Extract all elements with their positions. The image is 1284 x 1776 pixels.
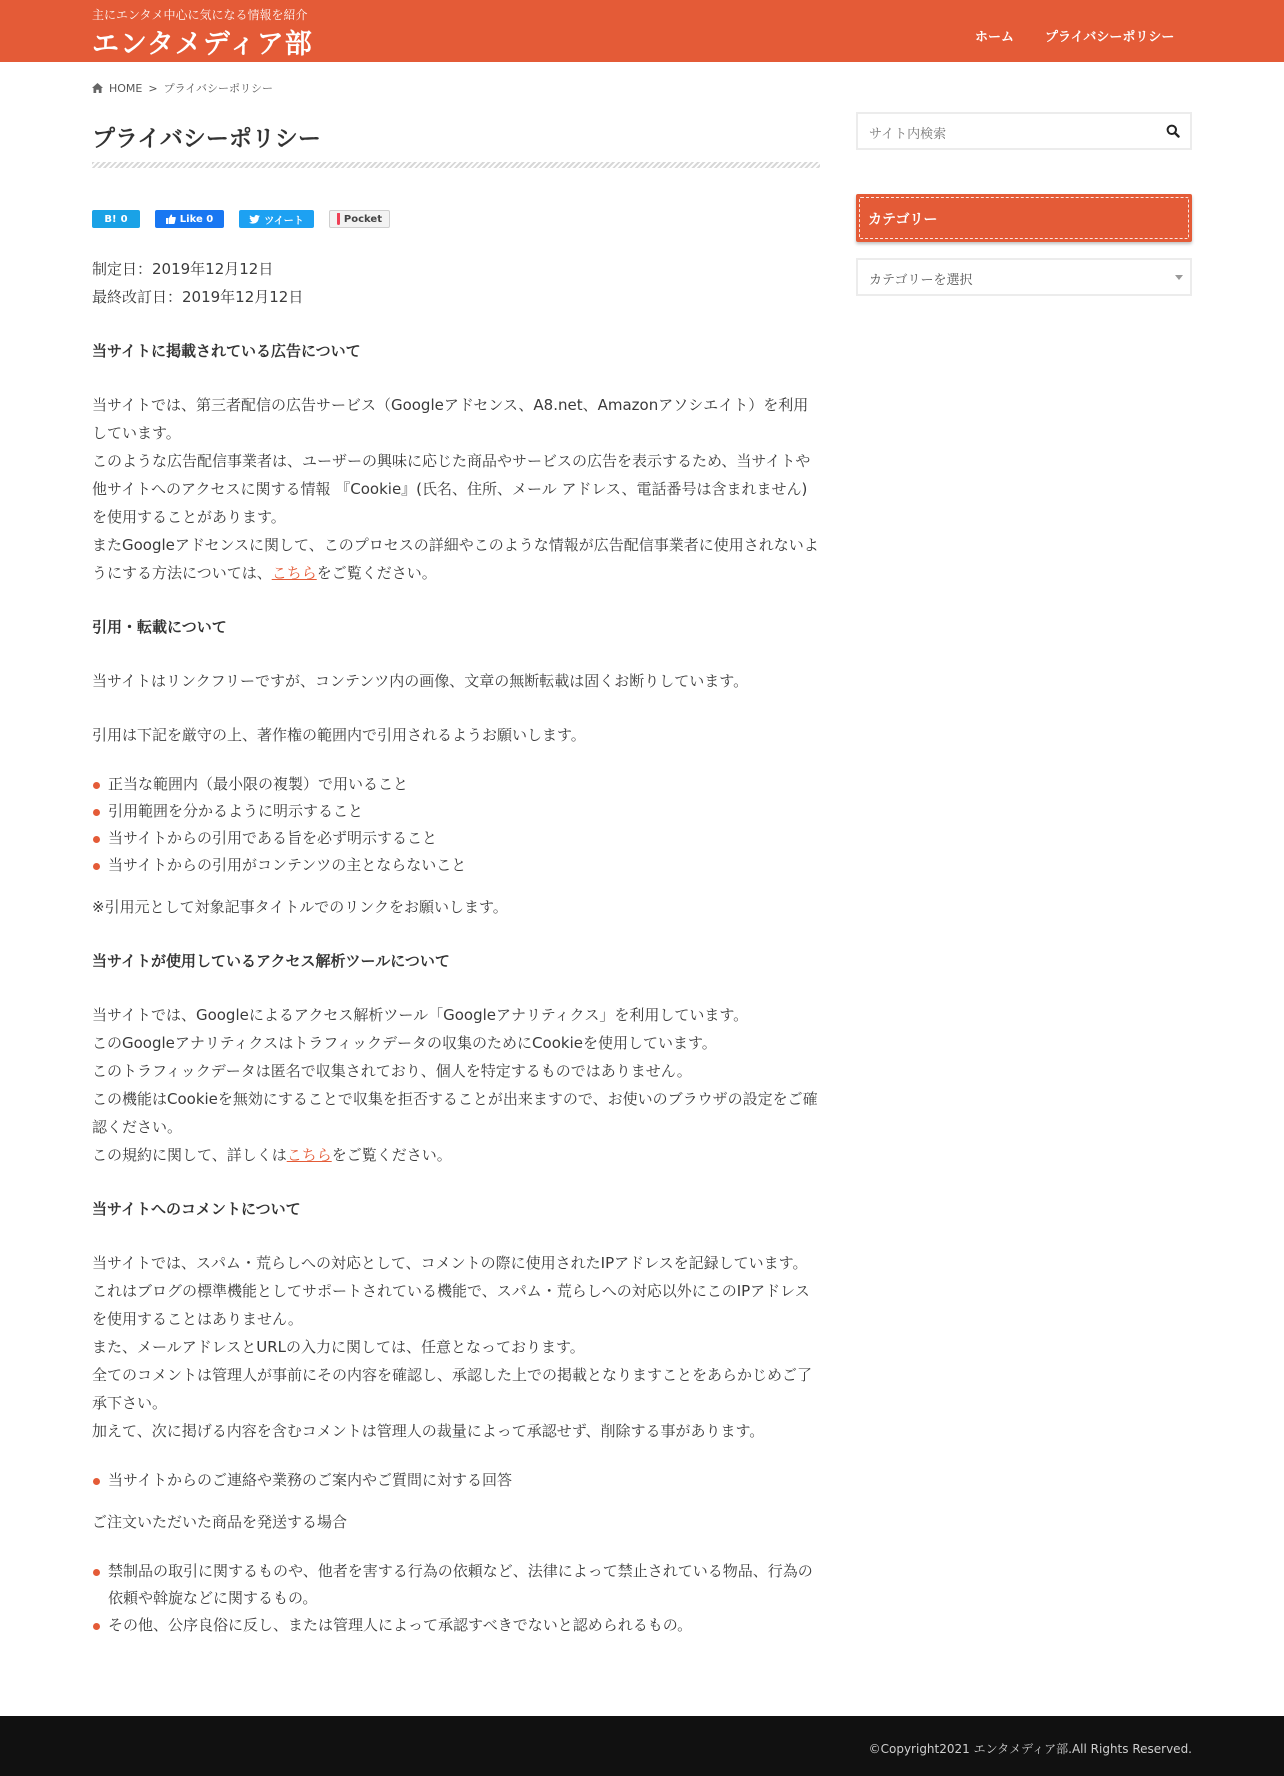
paragraph: 当サイトでは、スパム・荒らしへの対応として、コメントの際に使用されたIPアドレスを記録しています。	[92, 1254, 808, 1272]
breadcrumb-home-link[interactable]: HOME	[109, 81, 143, 95]
paragraph: このような広告配信事業者は、ユーザーの興味に応じた商品やサービスの広告を表示するため、当サイトや他サイトへのアクセスに関する情報 『Cookie』(氏名、住所、メール アドレス、電話番号は含まれません) を使用することがあります。	[92, 452, 811, 526]
adsense-details-link[interactable]: こちら	[271, 564, 317, 582]
breadcrumb-current: プライバシーポリシー	[163, 82, 274, 95]
share-buttons	[92, 210, 820, 230]
category-select-value: カテゴリーを選択	[869, 273, 973, 288]
paragraph	[92, 1141, 820, 1169]
article-content	[92, 255, 820, 1639]
list-item: その他、公序良俗に反し、または管理人によって承認すべきでないと認められるもの。	[92, 1612, 820, 1639]
paragraph: 加えて、次に掲げる内容を含むコメントは管理人の裁量によって承認せず、削除する事があります。	[92, 1422, 765, 1440]
pocket-label: Pocket	[343, 213, 382, 225]
section-heading-comments: 当サイトへのコメントについて	[92, 1200, 301, 1218]
paragraph: 全てのコメントは管理人が事前にその内容を確認し、承認した上での掲載となりますことをあらかじめご了承下さい。	[92, 1366, 813, 1412]
quote-rules-list	[92, 771, 820, 879]
category-widget-heading	[856, 194, 1192, 242]
list-item: 正当な範囲内（最小限の複製）で用いること	[92, 771, 820, 798]
analytics-terms-link[interactable]: こちら	[286, 1146, 332, 1164]
site-tagline: 主にエンタメ中心に気になる情報を紹介	[92, 8, 308, 22]
paragraph-text: またGoogleアドセンスに関して、このプロセスの詳細やこのような情報が広告配信事業者に使用されないようにする方法については、	[92, 536, 819, 582]
paragraph: この機能はCookieを無効にすることで収集を拒否することが出来ますので、お使いのブラウザの設定をご確認ください。	[92, 1090, 818, 1136]
list-item: 禁制品の取引に関するものや、他者を害する行為の依頼など、法律によって禁止されている物品、行為の依頼や斡旋などに関するもの。	[92, 1558, 820, 1612]
hatena-icon: B!	[104, 213, 117, 225]
site-header	[0, 0, 1284, 62]
section-heading-analytics: 当サイトが使用しているアクセス解析ツールについて	[92, 952, 450, 970]
paragraph: これはブログの標準機能としてサポートされている機能で、スパム・荒らしへの対応以外にこのIPアドレスを使用することはありません。	[92, 1282, 810, 1328]
paragraph: このトラフィックデータは匿名で収集されており、個人を特定するものではありません。	[92, 1062, 692, 1080]
site-title-link[interactable]: エンタメディア部	[92, 29, 313, 60]
paragraph: 当サイトはリンクフリーですが、コンテンツ内の画像、文章の無断転載は固くお断りしています。	[92, 672, 749, 690]
paragraph: 当サイトでは、第三者配信の広告サービス（Googleアドセンス、A8.net、Amazonアソシエイト）を利用しています。	[92, 396, 809, 442]
list-item: 引用範囲を分かるように明示すること	[92, 798, 820, 825]
paragraph-text: この規約に関して、詳しくは	[92, 1146, 287, 1164]
twitter-bird-icon	[249, 215, 260, 224]
paragraph: このGoogleアナリティクスはトラフィックデータの収集のためにCookieを使用しています。	[92, 1034, 717, 1052]
nav-item-privacy-policy[interactable]: プライバシーポリシー	[1045, 30, 1175, 45]
comment-list-1	[92, 1467, 820, 1494]
breadcrumb-separator: >	[148, 81, 158, 95]
pocket-button[interactable]	[329, 210, 390, 228]
nav-item-home[interactable]: ホーム	[975, 30, 1015, 45]
list-item: 当サイトからの引用である旨を必ず明示すること	[92, 825, 820, 852]
paragraph	[92, 531, 820, 587]
pocket-icon	[337, 213, 340, 225]
paragraph: 当サイトでは、Googleによるアクセス解析ツール「Googleアナリティクス」を利用しています。	[92, 1006, 749, 1024]
main-column	[92, 112, 820, 1639]
paragraph: 引用は下記を厳守の上、著作権の範囲内で引用されるようお願いします。	[92, 726, 586, 744]
established-date: 制定日：2019年12月12日	[92, 260, 274, 278]
tweet-label: ツイート	[264, 215, 304, 227]
category-heading-label: カテゴリー	[868, 212, 938, 228]
page-title: プライバシーポリシー	[92, 126, 321, 152]
list-item: 当サイトからのご連絡や業務のご案内やご質問に対する回答	[92, 1467, 820, 1494]
copyright-text: ©Copyright2021 エンタメディア部.All Rights Reserved.	[868, 1742, 1192, 1756]
title-divider	[92, 162, 820, 168]
paragraph: ご注文いただいた商品を発送する場合	[92, 1513, 348, 1531]
site-footer	[0, 1716, 1284, 1776]
site-search-input[interactable]	[856, 112, 1192, 150]
paragraph-text: をご覧ください。	[331, 1146, 452, 1164]
main-nav	[975, 26, 1174, 45]
chevron-down-icon	[1175, 275, 1183, 280]
facebook-like-label: Like 0	[179, 213, 214, 225]
home-icon	[92, 83, 103, 93]
paragraph: ※引用元として対象記事タイトルでのリンクをお願いします。	[92, 898, 508, 916]
section-heading-ads: 当サイトに掲載されている広告について	[92, 342, 361, 360]
sidebar	[856, 112, 1192, 296]
category-select[interactable]	[856, 258, 1192, 296]
revised-date: 最終改訂日：2019年12月12日	[92, 288, 304, 306]
hatena-count: 0	[120, 213, 128, 225]
list-item: 当サイトからの引用がコンテンツの主とならないこと	[92, 852, 820, 879]
section-heading-quote: 引用・転載について	[92, 618, 227, 636]
tweet-button[interactable]	[239, 210, 314, 228]
paragraph: また、メールアドレスとURLの入力に関しては、任意となっております。	[92, 1338, 585, 1356]
comment-list-2	[92, 1558, 820, 1639]
search-placeholder: サイト内検索	[869, 127, 947, 142]
thumbs-up-icon	[166, 214, 176, 224]
breadcrumb	[92, 80, 273, 96]
hatena-bookmark-button[interactable]	[92, 210, 140, 228]
paragraph-text: をご覧ください。	[316, 564, 437, 582]
search-icon[interactable]	[1166, 124, 1180, 138]
facebook-like-button[interactable]	[155, 210, 224, 228]
